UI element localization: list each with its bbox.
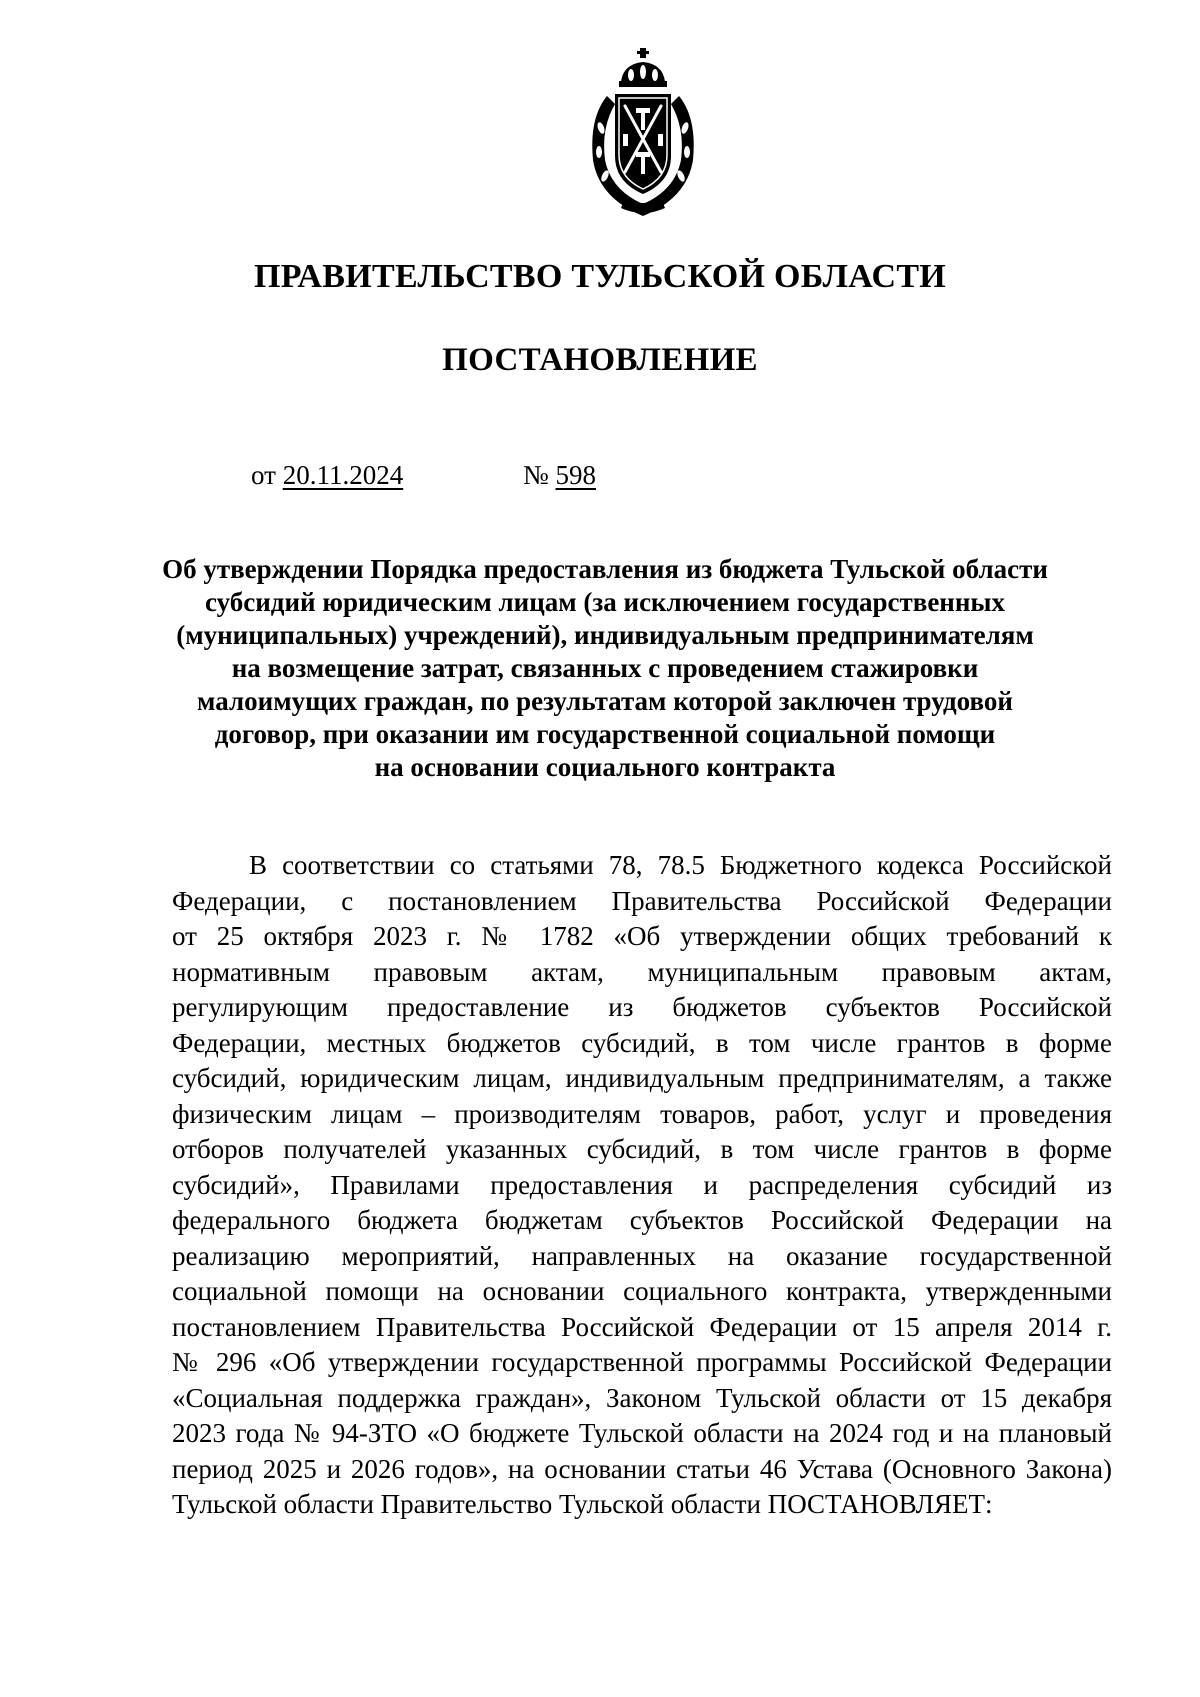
title-line: (муниципальных) учреждений), индивидуальным предпринимателям — [176, 620, 1034, 650]
title-line: Об утверждении Порядка предоставления из бюджета Тульской области — [162, 554, 1048, 584]
body-line: 2023 года № 94-ЗТО «О бюджете Тульской области на 2024 год и на плановый — [172, 1418, 1112, 1448]
body-line: отборов получателей указанных субсидий, в том числе грантов в форме — [172, 1134, 1112, 1164]
title-line: малоимущих граждан, по результатам которой заключен трудовой — [197, 686, 1013, 716]
body-line: нормативным правовым актам, муниципальным правовым актам, — [172, 956, 1112, 987]
body-line: В соответствии со статьями 78, 78.5 Бюджетного кодекса Российской — [249, 850, 1112, 880]
body-line: субсидий», Правилами предоставления и распределения субсидий из — [172, 1169, 1112, 1200]
document-date: 20.11.2024 — [282, 460, 404, 490]
body-paragraph — [172, 848, 1112, 1523]
body-line: Федерации, с постановлением Правительства Российской Федерации — [172, 885, 1112, 916]
date-number-line — [251, 460, 597, 491]
title-line: договор, при оказании им государственной социальной помощи — [214, 719, 996, 749]
coat-of-arms-emblem — [585, 48, 701, 220]
document-number: 598 — [555, 460, 597, 490]
body-line: Тульской области Правительство Тульской области ПОСТАНОВЛЯЕТ: — [172, 1489, 993, 1519]
title-line: на возмещение затрат, связанных с проведением стажировки — [231, 653, 979, 683]
body-line: физическим лицам – производителям товаров, работ, услуг и проведения — [172, 1098, 1112, 1129]
title-line: на основании социального контракта — [374, 752, 836, 782]
body-line: субсидий, юридическим лицам, индивидуальным предпринимателям, а также — [172, 1063, 1112, 1093]
body-line: период 2025 и 2026 годов», на основании статьи 46 Устава (Основного Закона) — [172, 1453, 1112, 1484]
body-line: реализацию мероприятий, направленных на оказание государственной — [172, 1240, 1112, 1271]
document-type: ПОСТАНОВЛЕНИЕ — [442, 342, 758, 378]
body-line: № 296 «Об утверждении государственной программы Российской Федерации — [172, 1347, 1112, 1377]
body-line: социальной помощи на основании социального контракта, утвержденными — [172, 1276, 1112, 1306]
title-line: субсидий юридическим лицам (за исключением государственных — [204, 587, 1006, 617]
body-line: регулирующим предоставление из бюджетов субъектов Российской — [172, 992, 1112, 1022]
body-line: «Социальная поддержка граждан», Законом Тульской области от 15 декабря — [172, 1382, 1112, 1413]
document-number-block — [523, 460, 596, 491]
document-title — [150, 553, 1060, 784]
body-line: от 25 октября 2023 г. № 1782 «Об утверждении общих требований к — [172, 921, 1112, 951]
organization-name: ПРАВИТЕЛЬСТВО ТУЛЬСКОЙ ОБЛАСТИ — [253, 258, 947, 295]
body-line: Федерации, местных бюджетов субсидий, в том числе грантов в форме — [172, 1027, 1112, 1058]
number-prefix: № — [523, 460, 549, 490]
body-line: федерального бюджета бюджетам субъектов Российской Федерации на — [172, 1205, 1112, 1235]
body-line: постановлением Правительства Российской Федерации от 15 апреля 2014 г. — [172, 1311, 1112, 1342]
date-prefix: от — [251, 460, 276, 490]
